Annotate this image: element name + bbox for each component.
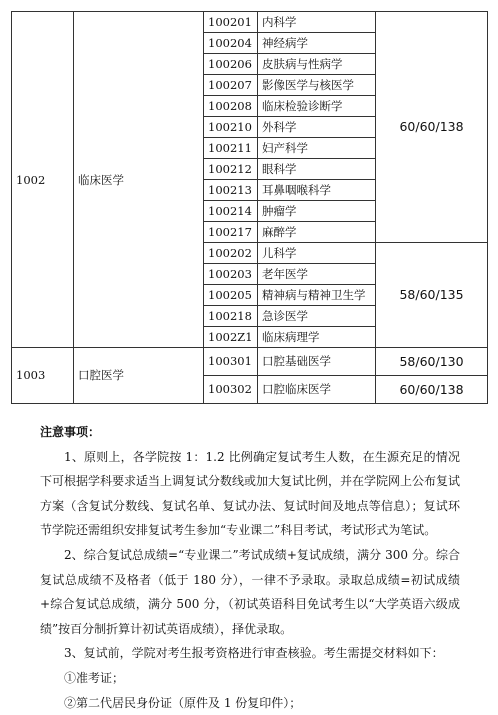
table-row [12,12,488,33]
note-paragraph-2: 2、综合复试总成绩=“专业课二”考试成绩+复试成绩，满分 300 分。综合复试总成绩不及格者（低于 180 分），一律不予录取。录取总成绩=初试成绩+综合复试总成绩，满分 500 分，（初试英语科目免试考生以“大学英语六级成绩”按百分制折算计初试英语成绩），择优录取。 [40,547,460,636]
sub-name: 神经病学 [258,33,376,54]
major-code: 1003 [12,348,74,404]
sub-code: 100302 [204,376,258,404]
sub-name: 临床病理学 [258,327,376,348]
sub-code: 100213 [204,180,258,201]
notes-section [40,420,460,715]
major-code: 1002 [12,12,74,348]
sub-code: 100206 [204,54,258,75]
notes-title: 注意事项： [40,425,101,439]
sub-code: 100214 [204,201,258,222]
sub-code: 100202 [204,243,258,264]
sub-name: 外科学 [258,117,376,138]
sub-name: 耳鼻咽喉科学 [258,180,376,201]
sub-name: 精神病与精神卫生学 [258,285,376,306]
sub-name: 儿科学 [258,243,376,264]
sub-code: 100211 [204,138,258,159]
sub-name: 妇产科学 [258,138,376,159]
major-name: 口腔医学 [74,348,204,404]
sub-name: 影像医学与核医学 [258,75,376,96]
sub-name: 麻醉学 [258,222,376,243]
score-line: 60/60/138 [376,376,488,404]
sub-code: 100217 [204,222,258,243]
sub-name: 肿瘤学 [258,201,376,222]
note-paragraph-3: 3、复试前，学院对考生报考资格进行审查核验。考生需提交材料如下： [64,646,444,661]
sub-code: 100201 [204,12,258,33]
sub-code: 100208 [204,96,258,117]
sub-name: 临床检验诊断学 [258,96,376,117]
table-row [12,348,488,376]
note-item-1: ①准考证； [64,670,125,685]
sub-name: 眼科学 [258,159,376,180]
sub-code: 100205 [204,285,258,306]
sub-name: 皮肤病与性病学 [258,54,376,75]
sub-code: 100203 [204,264,258,285]
sub-code: 100218 [204,306,258,327]
note-item-2: ②第二代居民身份证（原件及 1 份复印件）； [64,695,302,710]
sub-code: 100207 [204,75,258,96]
score-line: 58/60/130 [376,348,488,376]
sub-name: 急诊医学 [258,306,376,327]
sub-code: 100210 [204,117,258,138]
note-paragraph-1: 1、原则上，各学院按 1：1.2 比例确定复试考生人数，在生源充足的情况下可根据学科要求适当上调复试分数线或加大复试比例，并在学院网上公布复试方案（含复试分数线、复试名单、复试办法、复试时间及地点等信息）；复试环节学院还需组织安排复试考生参加“专业课二”科目考试，考试形式为笔试。 [40,449,461,538]
sub-code: 1002Z1 [204,327,258,348]
sub-name: 内科学 [258,12,376,33]
score-line: 60/60/138 [376,12,488,243]
major-name: 临床医学 [74,12,204,348]
sub-name: 口腔基础医学 [258,348,376,376]
sub-code: 100212 [204,159,258,180]
score-line: 58/60/135 [376,243,488,348]
sub-name: 口腔临床医学 [258,376,376,404]
score-line-table [11,11,488,404]
sub-name: 老年医学 [258,264,376,285]
sub-code: 100204 [204,33,258,54]
sub-code: 100301 [204,348,258,376]
